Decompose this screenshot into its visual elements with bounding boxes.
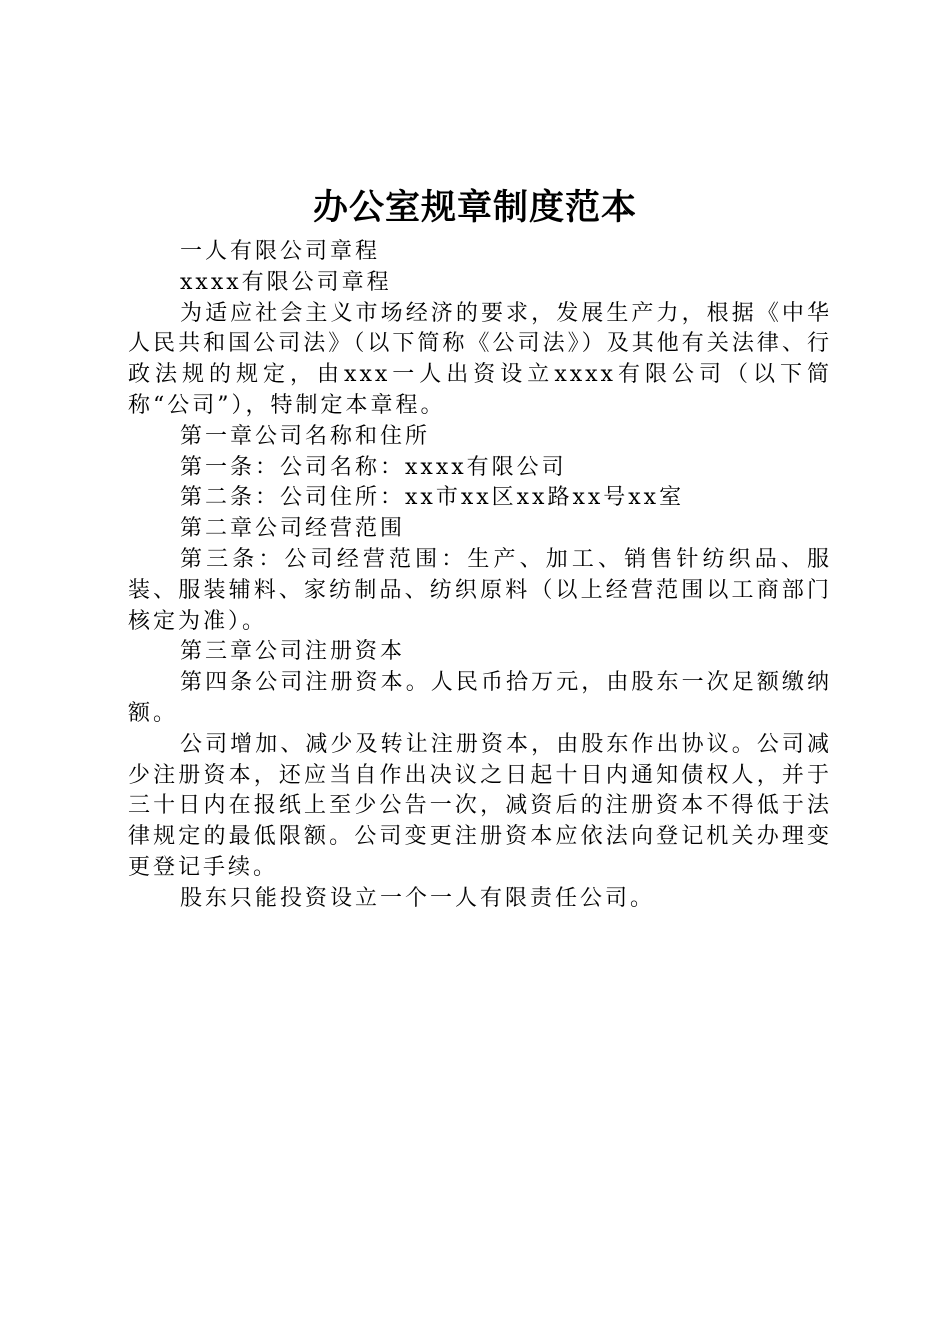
article-2: 第二条：公司住所：xx市xx区xx路xx号xx室 [180, 485, 685, 511]
document-title: 办公室规章制度范本 [312, 188, 637, 228]
paragraph-company-charter: xxxx有限公司章程 [180, 269, 392, 295]
chapter-1-heading: 第一章公司名称和住所 [180, 423, 431, 449]
paragraph-charter-heading: 一人有限公司章程 [180, 239, 381, 264]
paragraph-preamble: 为适应社会主义市场经济的要求，发展生产力，根据《中华人民共和国公司法》（以下简称《公司法》）及其他有关法律、行政法规的规定，由xxx一人出资设立xxxx有限公司（以下简称“公司”），特制定本章程。 [128, 300, 832, 418]
chapter-3-heading: 第三章公司注册资本 [180, 639, 406, 665]
paragraph-capital-change: 公司增加、减少及转让注册资本，由股东作出协议。公司减少注册资本，还应当自作出决议之日起十日内通知债权人，并于三十日内在报纸上至少公告一次，减资后的注册资本不得低于法律规定的最低限额。公司变更注册资本应依法向登记机关办理变更登记手续。 [128, 731, 832, 880]
article-3: 第三条：公司经营范围：生产、加工、销售针纺织品、服装、服装辅料、家纺制品、纺织原料（以上经营范围以工商部门核定为准）。 [128, 546, 832, 634]
paragraph-shareholder-limit: 股东只能投资设立一个一人有限责任公司。 [180, 885, 656, 911]
document-body [128, 237, 832, 915]
article-1: 第一条：公司名称：xxxx有限公司 [180, 454, 567, 480]
chapter-2-heading: 第二章公司经营范围 [180, 516, 406, 542]
article-4: 第四条公司注册资本。人民币拾万元，由股东一次足额缴纳额。 [128, 670, 832, 726]
